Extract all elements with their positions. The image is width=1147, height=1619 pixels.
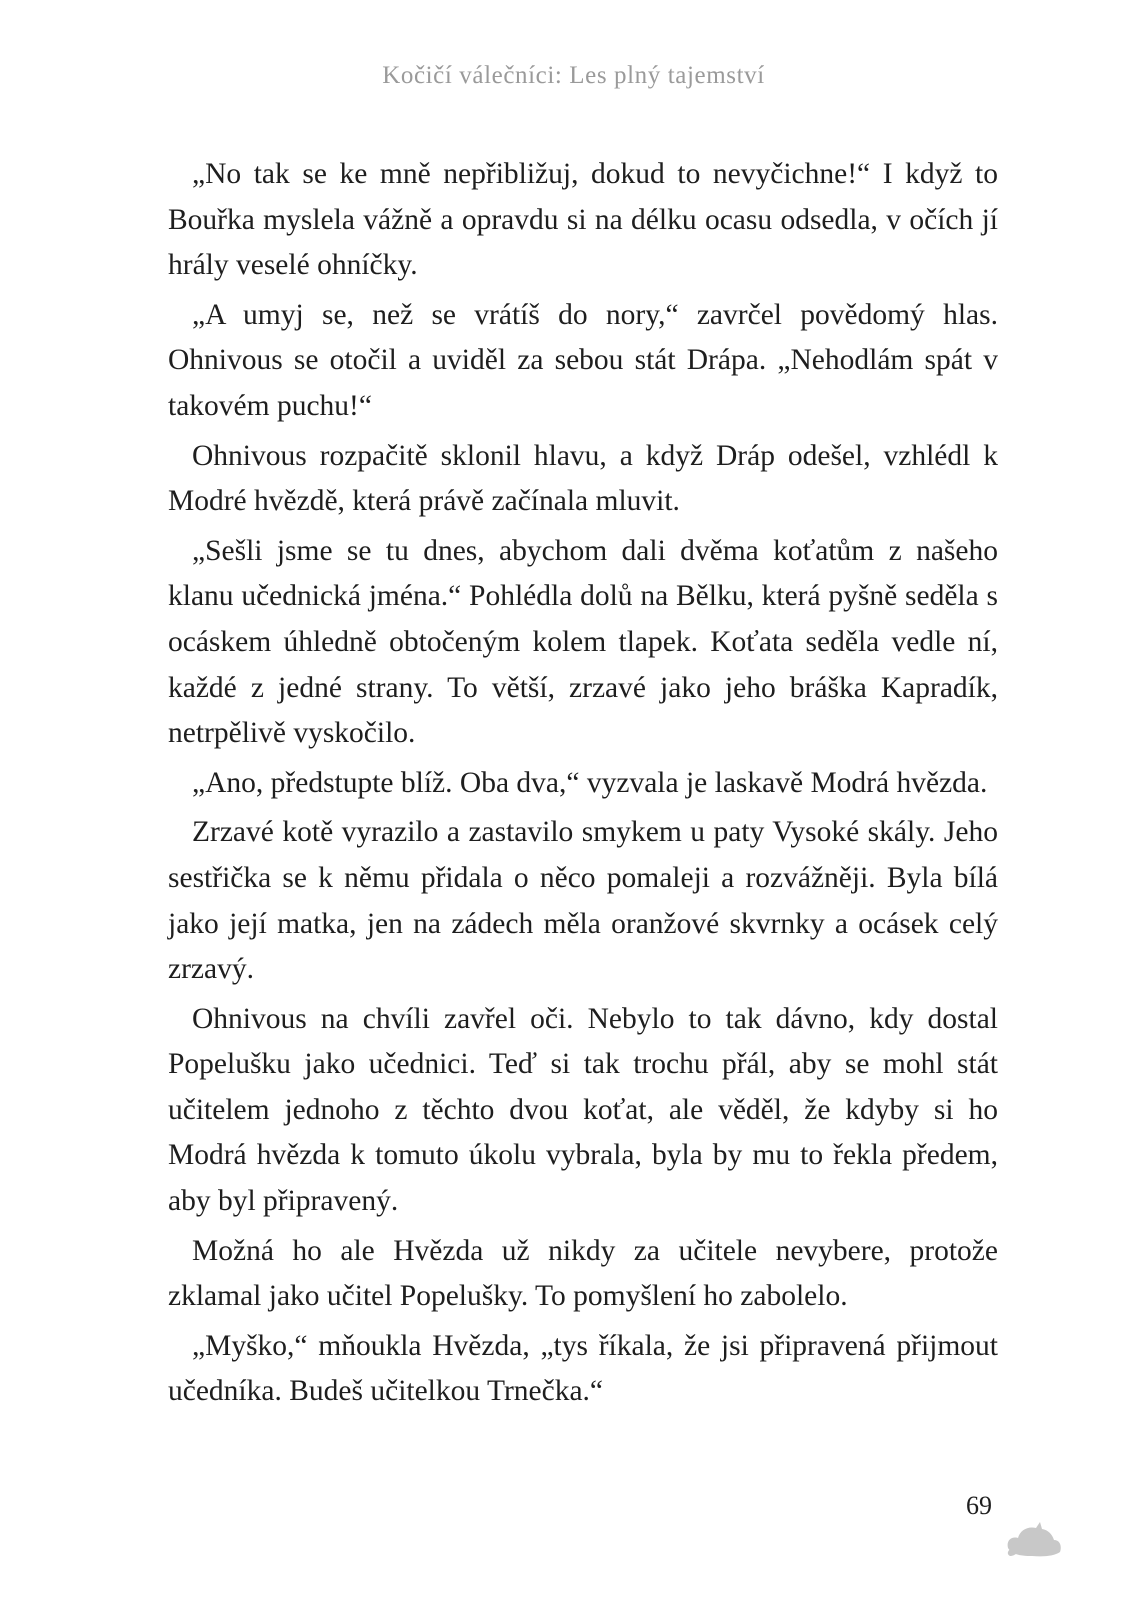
- paragraph: Ohnivous na chvíli zavřel oči. Nebylo to tak dávno, kdy dostal Popelušku jako učednici. Teď si tak trochu přál, aby se mohl stát učitelem jednoho z těchto dvou koťat, ale věděl, že kdyby si ho Modrá hvězda k tomuto úkolu vybrala, byla by mu to řekla předem, aby byl připravený.: [168, 1002, 998, 1218]
- paragraph: „Myško,“ mňoukla Hvězda, „tys říkala, že jsi připravená přijmout učedníka. Budeš učitelkou Trnečka.“: [168, 1329, 998, 1408]
- paragraph: Možná ho ale Hvězda už nikdy za učitele nevybere, protože zklamal jako učitel Popelušky. To pomyšlení ho zabolelo.: [168, 1234, 998, 1313]
- body-text: [168, 152, 998, 1419]
- page-number: 69: [966, 1491, 992, 1520]
- paragraph: „Sešli jsme se tu dnes, abychom dali dvěma koťatům z našeho klanu učednická jména.“ Pohlédla dolů na Bělku, která pyšně seděla s ocáskem úhledně obtočeným kolem tlapek. Koťata seděla vedle ní, každé z jedné strany. To větší, zrzavé jako jeho bráška Kapradík, netrpělivě vyskočilo.: [168, 534, 998, 750]
- running-header: Kočičí válečníci: Les plný tajemství: [382, 62, 765, 89]
- paragraph: Ohnivous rozpačitě sklonil hlavu, a když Dráp odešel, vzhlédl k Modré hvězdě, která právě začínala mluvit.: [168, 439, 998, 518]
- paragraph: Zrzavé kotě vyrazilo a zastavilo smykem u paty Vysoké skály. Jeho sestřička se k němu přidala o něco pomaleji a rozvážněji. Byla bílá jako její matka, jen na zádech měla oranžové skvrnky a ocásek celý zrzavý.: [168, 816, 998, 986]
- paragraph: „Ano, předstupte blíž. Oba dva,“ vyzvala je laskavě Modrá hvězda.: [192, 766, 988, 799]
- cat-silhouette-icon: [1004, 1518, 1064, 1558]
- paragraph: „A umyj se, než se vrátíš do nory,“ zavrčel povědomý hlas. Ohnivous se otočil a uviděl za sebou stát Drápa. „Nehodlám spát v takovém puchu!“: [168, 298, 998, 422]
- paragraph: „No tak se ke mně nepřibližuj, dokud to nevyčichne!“ I když to Bouřka myslela vážně a opravdu si na délku ocasu odsedla, v očích jí hrály veselé ohníčky.: [168, 158, 998, 282]
